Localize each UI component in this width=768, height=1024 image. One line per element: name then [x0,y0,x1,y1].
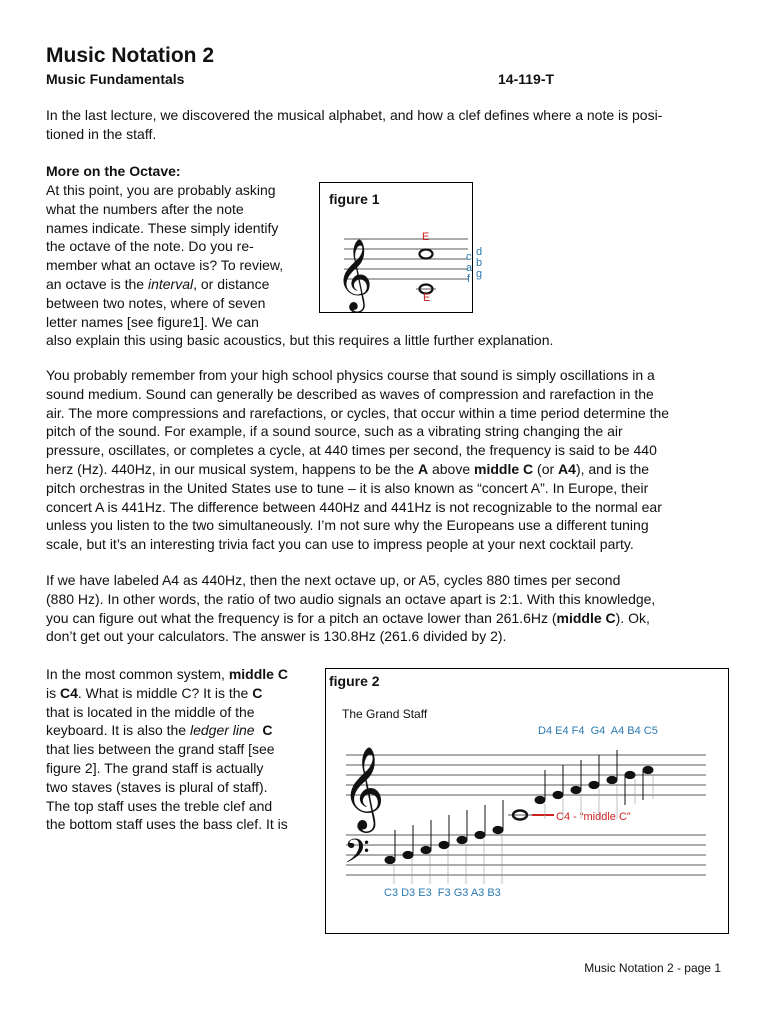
figure-2-caption: The Grand Staff [342,707,428,721]
fig1-line-letter: b [476,257,483,269]
figure-2-label: figure 2 [329,673,380,689]
fig1-line-letter: g [476,268,483,280]
treble-clef-icon: 𝄞 [336,240,373,309]
course-code: 14-119-T [498,71,555,87]
figure-1-staff [320,183,472,312]
fig1-top-note: E [422,231,430,243]
fig1-line-letter: d [476,246,483,258]
bass-note-labels: C3 D3 E3 F3 G3 A3 B3 [384,887,501,899]
bass-clef-icon: 𝄢 [344,834,370,878]
fig1-space-letter: f [467,273,471,285]
sound-paragraph: You probably remember from your high school physics course that sound is simply oscillations in a sound medium. Sound can generally be described as waves of compression and rarefaction in the air. The more compressions and rarefactions, or cycles, that occur within a time period determine the pitch of the sound. For example, if a sound source, such as a vibrating string changing the air pressure, oscillates, or completes a cycle, at 440 times per second, the frequency is said to be 440 herz (Hz). 440Hz, in our musical system, happens to be the A above middle C (or A4), and is the pitch orchestras in the United States use to tune – it is also known as “concert A”. In Europe, their concert A is 441Hz. The difference between 440Hz and 441Hz is not recognizable to the normal ear unless you listen to the two simultaneously. I’m not sure why the Europeans use a different tuning scale, but it’s an interesting trivia fact you can use to impress people at your next cocktail party. [46,367,670,553]
octave-paragraph: At this point, you are probably asking what the numbers after the note names indicate. These simply identify the octave of the note. Do you re- member what an octave is? To review, an octave is the interval, or distance between two notes, where of seven letter names [see figure1]. We can [46,182,284,330]
page-title: Music Notation 2 [46,44,215,67]
page-footer: Music Notation 2 - page 1 [584,961,721,975]
middle-c-label: C4 - “middle C” [556,811,631,823]
ratio-paragraph: If we have labeled A4 as 440Hz, then the next octave up, or A5, cycles 880 times per second (880 Hz). In other words, the ratio of two audio signals an octave apart is 2:1. With this knowledge, you can figure out what the frequency is for a pitch an octave lower than 261.6Hz (middle C). Ok, don’t get out your calculators. The answer is 130.8Hz (261.6 divided by 2). [46,572,656,645]
fig1-bottom-note: E [423,292,431,304]
figure-2 [325,668,729,934]
fig1-space-letter: c [466,251,472,263]
fig1-space-letter: a [466,262,473,274]
figure-1-label: figure 1 [329,191,380,207]
treble-note-labels: D4 E4 F4 G4 A4 B4 C5 [538,725,658,737]
page-subtitle: Music Fundamentals [46,71,185,87]
treble-clef-icon: 𝄞 [342,748,385,828]
octave-paragraph-end: also explain this using basic acoustics, but this requires a little further explanation. [46,332,554,348]
grand-staff-paragraph: In the most common system, middle C is C4. What is middle C? It is the C that is located in the middle of the keyboard. It is also the ledger line C that lies between the grand staff [see figure 2]. The grand staff is actually two staves (staves is plural of staff). The top staff uses the treble clef and the bottom staff uses the bass clef. It is [46,666,288,833]
octave-heading: More on the Octave: [46,163,181,179]
figure-1 [319,182,483,313]
grand-staff-diagram [326,669,728,933]
intro-paragraph: In the last lecture, we discovered the musical alphabet, and how a clef defines where a note is posi- tioned in the staff. [46,107,663,142]
